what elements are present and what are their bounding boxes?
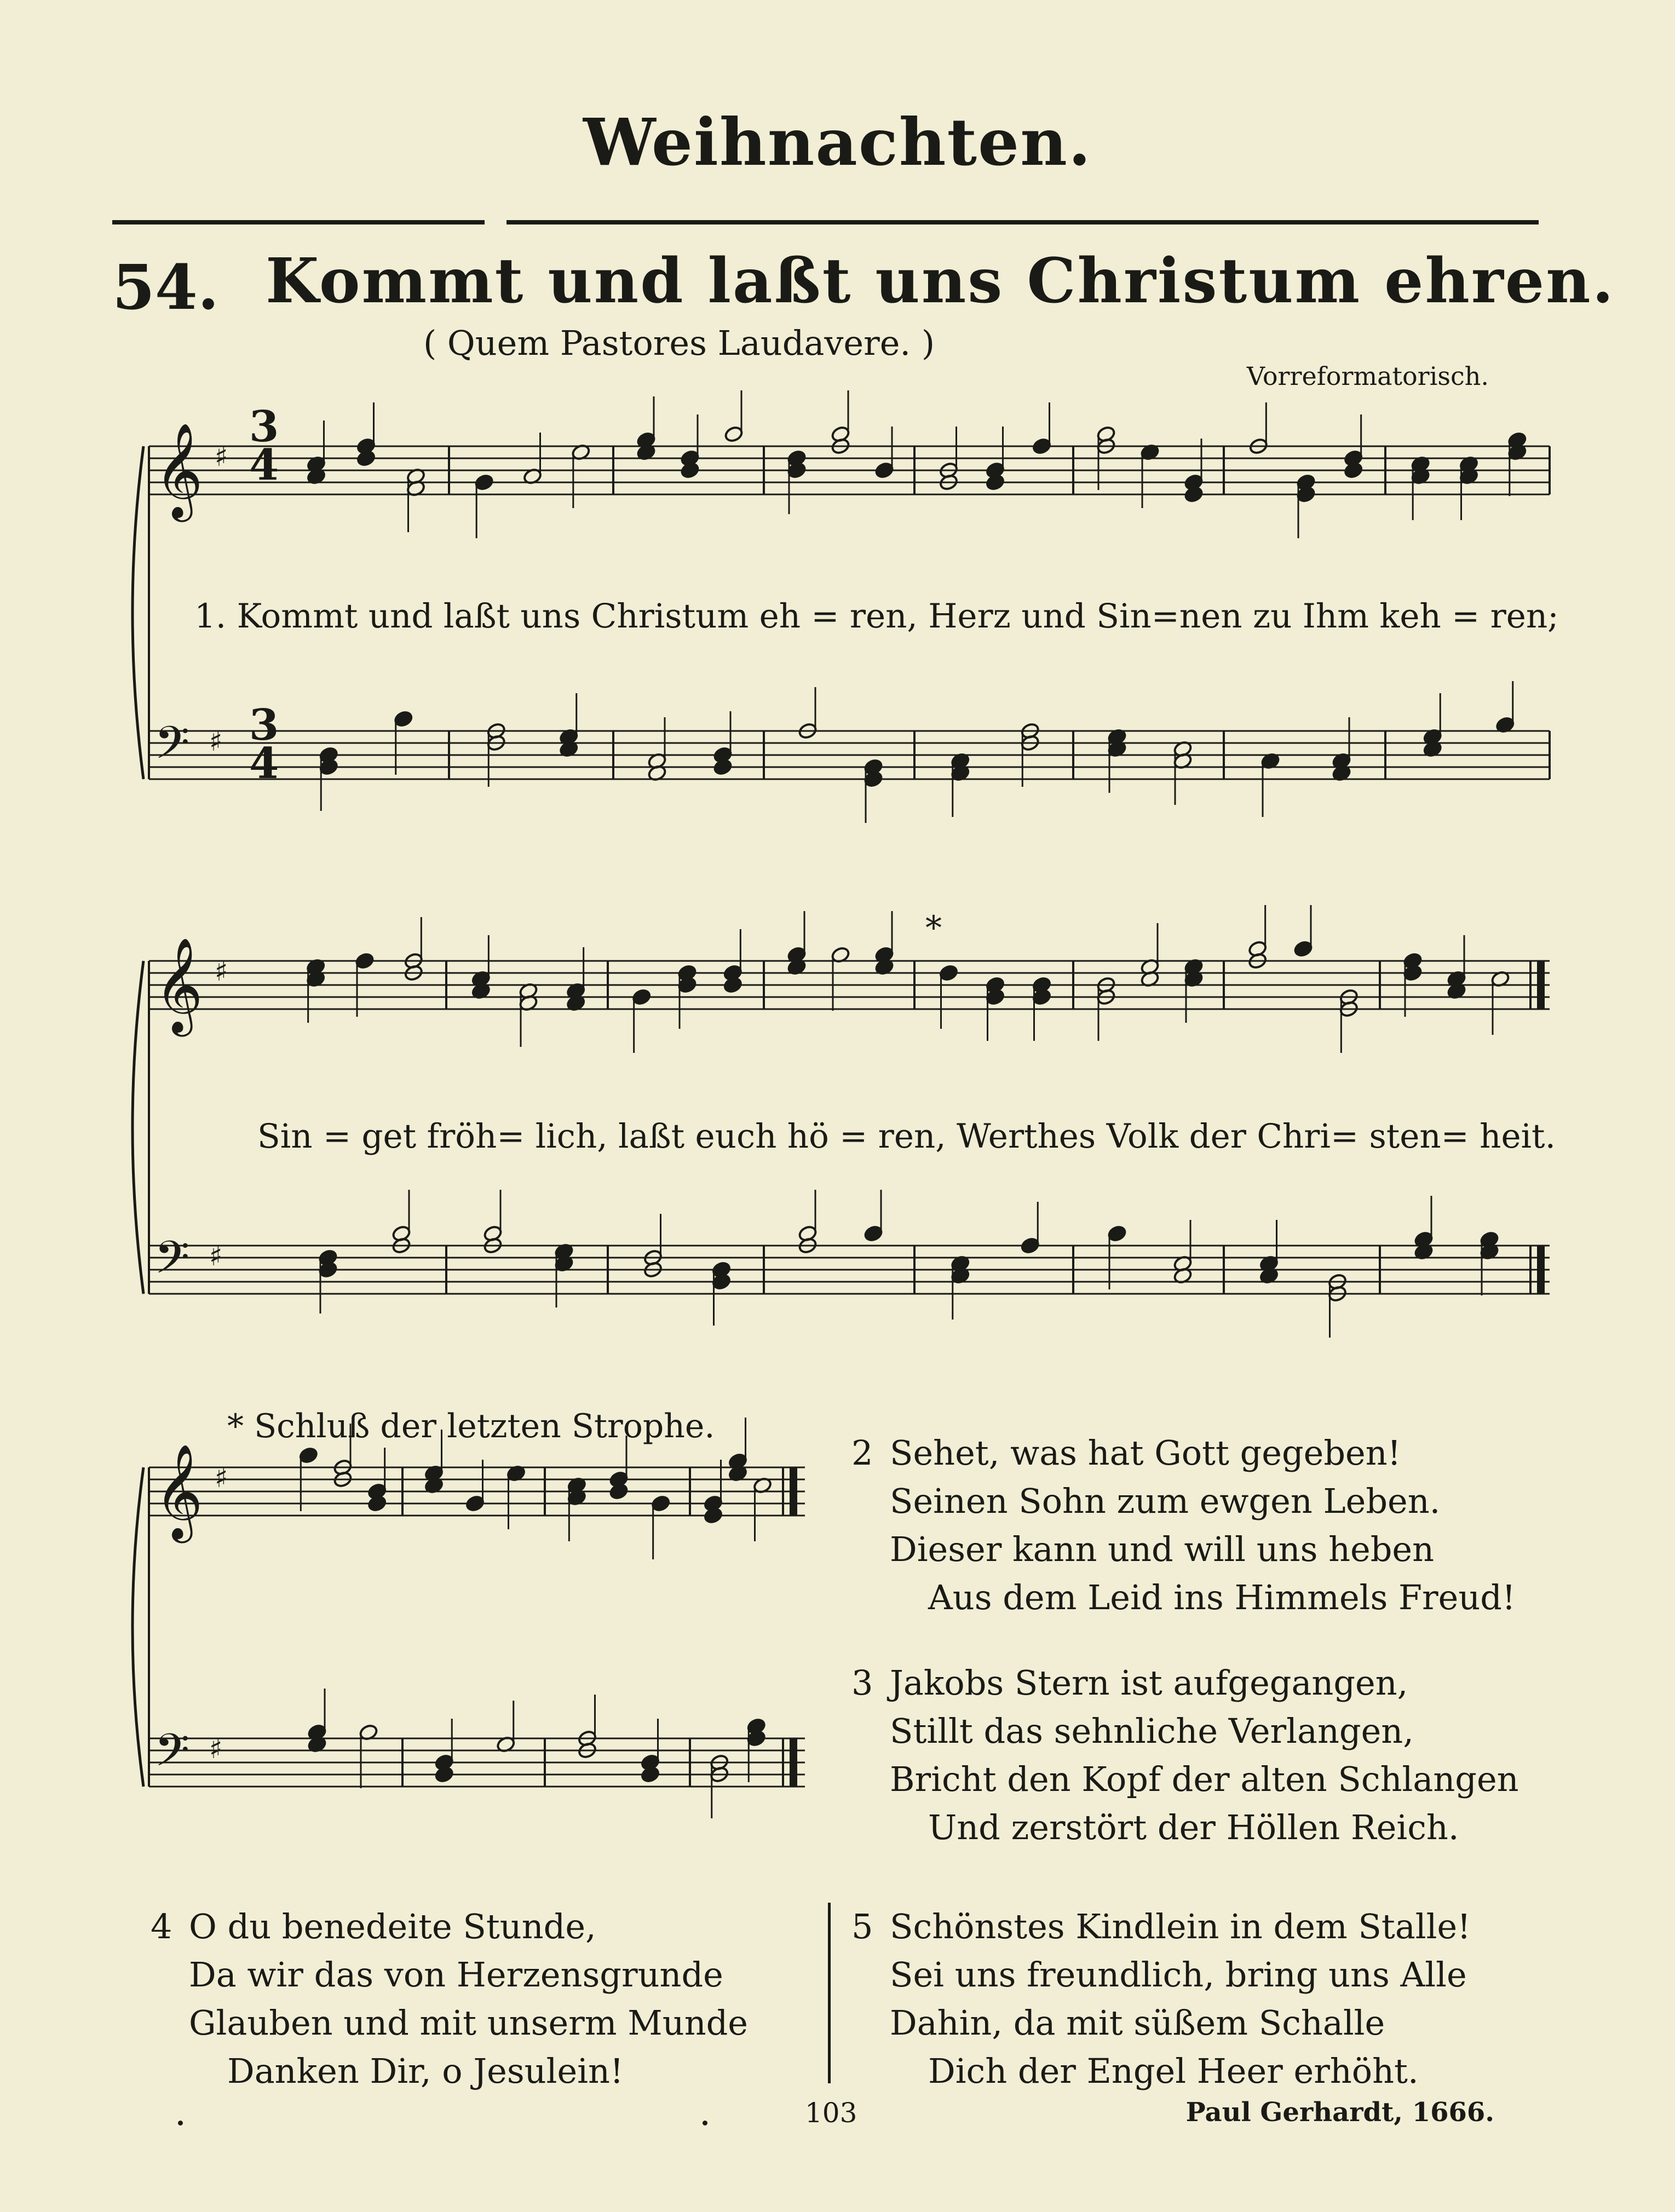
system-3-brace bbox=[133, 1467, 143, 1787]
system-1-treble-clef-icon: 𝄞 bbox=[154, 423, 203, 518]
verse-divider bbox=[828, 1903, 831, 2083]
verse-line: Seinen Sohn zum ewgen Leben. bbox=[890, 1481, 1441, 1521]
hymn-number: 54. bbox=[112, 252, 219, 324]
hymn-subtitle: ( Quem Pastores Laudavere. ) bbox=[423, 323, 935, 363]
verse-4 bbox=[151, 1903, 749, 2095]
system-3-treble-clef-icon: 𝄞 bbox=[154, 1444, 203, 1539]
verse-line: Dich der Engel Heer erhöht. bbox=[928, 2051, 1419, 2091]
verse-line: Jakobs Stern ist aufgegangen, bbox=[890, 1663, 1408, 1703]
verse-line: Sehet, was hat Gott gegeben! bbox=[890, 1433, 1401, 1473]
footnote: * Schluß der letzten Strophe. bbox=[227, 1407, 715, 1445]
time-signature-bass-1: 3 4 bbox=[249, 700, 279, 788]
system-1-key-sharp-icon: ♯ bbox=[215, 441, 228, 473]
hymn-title: Kommt und laßt uns Christum ehren. bbox=[266, 245, 1615, 317]
lyric-line-2: Sin = get fröh= lich, laßt euch hö = ren, Werthes Volk der Chri= sten= heit. bbox=[257, 1117, 1556, 1156]
system-3-key-sharp-icon: ♯ bbox=[215, 1462, 228, 1494]
verse-number: 2 bbox=[851, 1433, 873, 1473]
section-title: Weihnachten. bbox=[583, 104, 1092, 180]
system-1-key-sharp-icon: ♯ bbox=[209, 725, 223, 757]
verse-number: 4 bbox=[151, 1906, 172, 1946]
verse-line: Glauben und mit unserm Munde bbox=[189, 2003, 749, 2043]
verse-5 bbox=[851, 1903, 1471, 2095]
verse-line: Danken Dir, o Jesulein! bbox=[227, 2051, 624, 2091]
system-3-key-sharp-icon: ♯ bbox=[209, 1733, 223, 1765]
system-3-bass-final-bar bbox=[790, 1738, 797, 1787]
system-2-treble-clef-icon: 𝄞 bbox=[154, 937, 203, 1033]
verse-line: Schönstes Kindlein in dem Stalle! bbox=[890, 1906, 1471, 1946]
verse-line: Dieser kann und will uns heben bbox=[890, 1529, 1435, 1569]
star-marker: * bbox=[925, 909, 942, 947]
system-3-bass-clef-icon: 𝄢 bbox=[154, 1724, 190, 1788]
lyric-line-1: 1. Kommt und laßt uns Christum eh = ren, Herz und Sin=nen zu Ihm keh = ren; bbox=[194, 597, 1559, 636]
margin-dot bbox=[178, 2121, 183, 2125]
author-credit: Paul Gerhardt, 1666. bbox=[1185, 2097, 1494, 2128]
verse-line: Und zerstört der Höllen Reich. bbox=[928, 1807, 1459, 1847]
verse-number: 5 bbox=[851, 1906, 873, 1946]
system-2-treble-final-bar bbox=[1537, 961, 1545, 1009]
system-2-key-sharp-icon: ♯ bbox=[209, 1240, 223, 1272]
verse-line: O du benedeite Stunde, bbox=[189, 1906, 596, 1946]
verse-line: Aus dem Leid ins Himmels Freud! bbox=[928, 1577, 1516, 1617]
time-signature-treble-1: 3 4 bbox=[249, 402, 279, 490]
verse-number: 3 bbox=[851, 1663, 873, 1703]
margin-dot bbox=[703, 2121, 707, 2125]
verse-line: Stillt das sehnliche Verlangen, bbox=[890, 1711, 1414, 1751]
verse-2 bbox=[851, 1429, 1516, 1622]
verse-line: Sei uns freundlich, bring uns Alle bbox=[890, 1955, 1467, 1995]
verse-line: Da wir das von Herzensgrunde bbox=[189, 1955, 723, 1995]
system-2-bass-final-bar bbox=[1537, 1246, 1545, 1294]
system-1-brace bbox=[133, 446, 143, 779]
system-2-bass-clef-icon: 𝄢 bbox=[154, 1231, 190, 1295]
system-2-brace bbox=[133, 961, 143, 1294]
verse-3 bbox=[851, 1659, 1519, 1852]
system-2-key-sharp-icon: ♯ bbox=[215, 955, 228, 987]
verse-line: Dahin, da mit süßem Schalle bbox=[890, 2003, 1385, 2043]
verse-line: Bricht den Kopf der alten Schlangen bbox=[890, 1759, 1519, 1799]
system-3-treble-final-bar bbox=[790, 1467, 797, 1516]
hymn-origin: Vorreformatorisch. bbox=[1246, 361, 1489, 391]
page-number: 103 bbox=[805, 2097, 857, 2129]
system-1-bass-clef-icon: 𝄢 bbox=[154, 716, 190, 780]
